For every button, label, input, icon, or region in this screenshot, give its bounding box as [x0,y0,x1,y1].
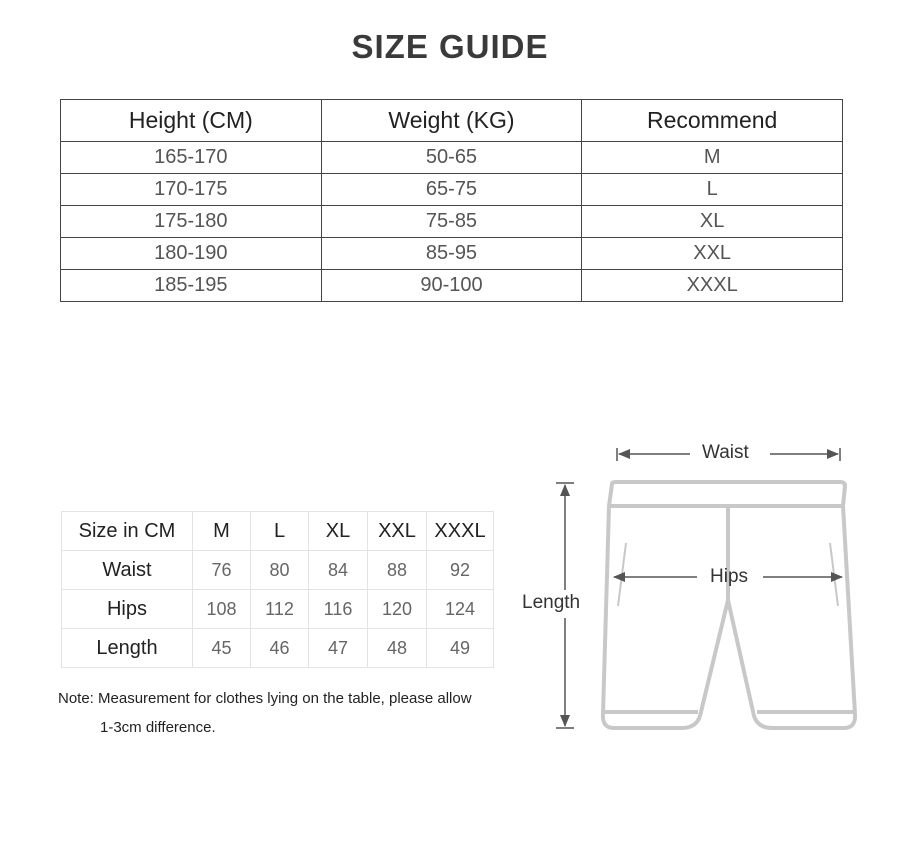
weight-cell: 65-75 [321,174,582,206]
note-line-1: Note: Measurement for clothes lying on the table, please allow [58,690,472,707]
measure-cell: 48 [368,629,427,668]
hips-label: Hips [710,566,749,587]
measure-cell: 76 [193,551,251,590]
measure-cell: 116 [309,590,368,629]
dimension-arrows [556,448,842,728]
height-cell: 175-180 [61,206,322,238]
height-cell: 185-195 [61,270,322,302]
size-header-xxxl: XXXL [427,512,494,551]
length-label: Length [522,592,581,613]
measure-cell: 45 [193,629,251,668]
weight-cell: 85-95 [321,238,582,270]
measure-cell: 124 [427,590,494,629]
recommend-cell: M [582,142,843,174]
measure-cell: 108 [193,590,251,629]
weight-cell: 50-65 [321,142,582,174]
height-cell: 170-175 [61,174,322,206]
recommend-cell: XXXL [582,270,843,302]
weight-cell: 90-100 [321,270,582,302]
row-label-waist: Waist [62,551,193,590]
header-recommend: Recommend [582,100,843,142]
page-title: SIZE GUIDE [351,28,549,65]
header-weight: Weight (KG) [321,100,582,142]
measure-cell: 80 [251,551,309,590]
measure-cell: 88 [368,551,427,590]
shorts-outline [603,482,855,728]
row-label-length: Length [62,629,193,668]
waist-label: Waist [702,442,749,463]
row-label-hips: Hips [62,590,193,629]
recommend-cell: L [582,174,843,206]
measure-cell: 112 [251,590,309,629]
size-header-m: M [193,512,251,551]
height-cell: 180-190 [61,238,322,270]
note-line-2: 1-3cm difference. [100,719,216,736]
recommend-cell: XXL [582,238,843,270]
size-header-l: L [251,512,309,551]
measure-cell: 46 [251,629,309,668]
measure-cell: 92 [427,551,494,590]
measure-cell: 120 [368,590,427,629]
weight-cell: 75-85 [321,206,582,238]
recommend-cell: XL [582,206,843,238]
size-header-xxl: XXL [368,512,427,551]
height-cell: 165-170 [61,142,322,174]
measure-cell: 84 [309,551,368,590]
size-header-xl: XL [309,512,368,551]
header-height: Height (CM) [61,100,322,142]
measure-cell: 49 [427,629,494,668]
measure-cell: 47 [309,629,368,668]
size-in-cm-header: Size in CM [62,512,193,551]
